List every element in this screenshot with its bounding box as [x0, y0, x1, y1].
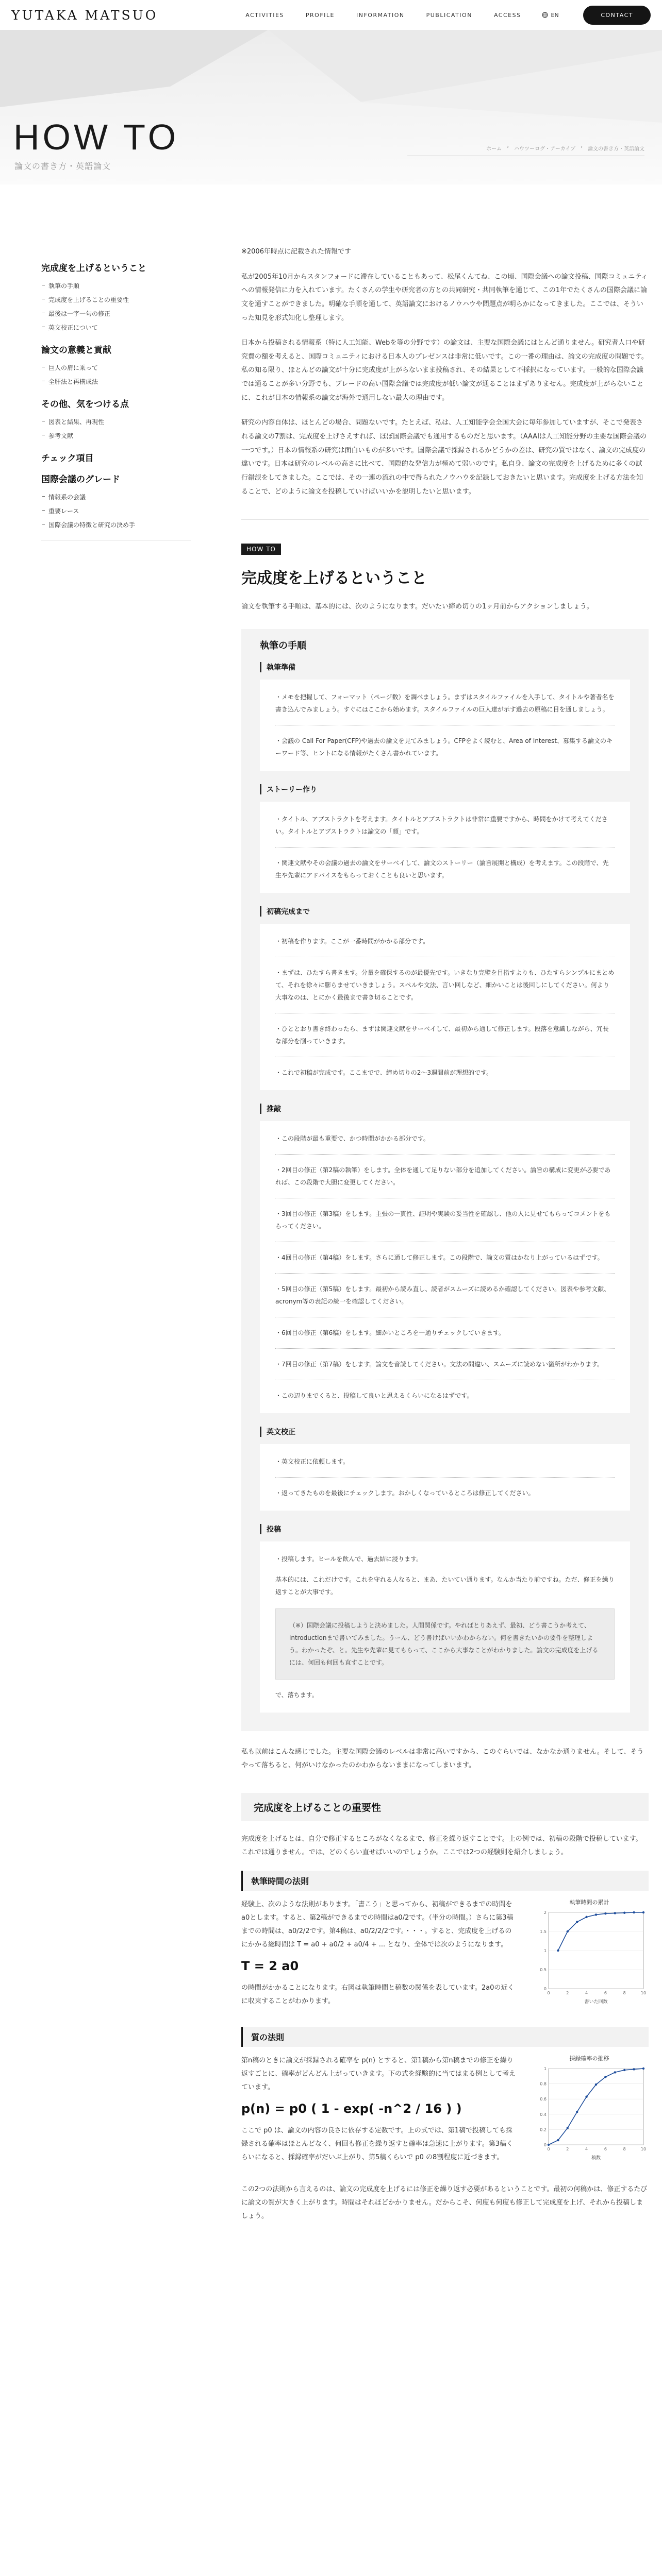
breadcrumb-archive[interactable]: ハウツーログ・アーカイブ	[514, 146, 575, 152]
toc-item[interactable]: 国際会議の特徴と研究の決め手	[41, 518, 196, 532]
section-lead: 論文を執筆する手順は、基本的には、次のようになります。だいたい締め切りの1ヶ月前からアクションしましょう。	[241, 603, 593, 611]
content-wrapper	[0, 245, 662, 2234]
chart-writing-time	[530, 1898, 649, 2015]
globe-icon	[542, 12, 548, 18]
step-content	[260, 924, 630, 1090]
step-content	[260, 680, 630, 771]
step-text: ・関連文献やその会議の過去の論文をサーベイして、論文のストーリー（論旨展開と構成）を考えます。この段階で、先生や先輩にアドバイスをもらっておくことも良いと思います。	[275, 859, 609, 879]
y-tick-label: 1	[543, 1948, 547, 1954]
toc-heading[interactable]: チェック項目	[41, 453, 94, 464]
x-tick-label: 2	[566, 2147, 569, 2152]
data-point	[567, 1930, 569, 1933]
step-text: ・5回目の修正（第5稿）をします。最初から読み直し、読者がスムーズに読めるか確認してください。図表や参考文献、acronym等の表記の統一を確認してください。	[275, 1285, 610, 1306]
toc-heading[interactable]: 完成度を上げるということ	[41, 263, 146, 274]
data-point	[567, 2127, 569, 2129]
law-paragraph: 経験上、次のような法則があります。「書こう」と思ってから、初稿ができるまでの時間をa0とします。すると、第2稿ができるまでの時間はa0/2です。（半分の時間。）さらに第3稿までの時間は、a0/2/2です。第4稿は、a0/2/2/2です。・・・。すると、完成度を上げるのにかかる総時間は T = a0 + a0/2 + a0/4 + ... となり、全体では次のようになります。	[241, 1901, 514, 1949]
step-text: ・2回目の修正（第2稿の執筆）をします。全体を通して足りない部分を追加してください。論旨の構成に変更が必要であれば、この段階で大胆に変更してください。	[275, 1166, 611, 1187]
page-subtitle: 論文の書き方・英語論文	[14, 161, 111, 171]
quote-followup: で、落ちます。	[275, 1691, 318, 1699]
language-switch[interactable]	[542, 12, 559, 19]
chart-acceptance	[530, 2054, 649, 2172]
x-tick-label: 6	[604, 2147, 607, 2152]
nav-activities[interactable]: ACTIVITIES	[245, 11, 284, 19]
date-note: ※2006年時点に記載された情報です	[241, 248, 351, 256]
y-tick-label: 0	[543, 1987, 547, 1992]
x-tick-label: 6	[604, 1991, 607, 1996]
toc-item[interactable]: 全肝法と再構成法	[41, 375, 196, 388]
y-tick-label: 0	[543, 2143, 547, 2148]
step-content	[260, 1541, 630, 1713]
importance-section	[241, 1793, 649, 2223]
section-closing	[241, 1745, 649, 1772]
step-text: ・3回目の修正（第3稿）をします。主張の一貫性、証明や実験の妥当性を確認し、他の人に見せてもらってコメントをもらってください。	[275, 1210, 611, 1230]
law-block	[241, 2054, 649, 2172]
step-text: ・初稿を作ります。ここが一番時間がかかる部分です。	[275, 938, 429, 945]
writing-steps-panel	[241, 629, 649, 1731]
quote-text: （※）国際会議に投稿しようと決めました。人間関係です。やればとりあえず、最初、どう書こうか考えて、introductionまで書いてみました。うーん、どう書けばいいかわからない。何を書きたいかの要件を整理しよう。わかったぞ、と。先生や先輩に見てもらって、ここから大事なことがわかりました。論文の完成度を上げるには、何回も何回も直すことです。	[289, 1622, 599, 1667]
breadcrumb-home[interactable]: ホーム	[486, 146, 502, 152]
dotted-divider	[275, 847, 615, 848]
step-text: ・これで初稿が完成です。ここまでで、締め切りの2〜3週間前が理想的です。	[275, 1069, 493, 1077]
x-tick-label: 4	[585, 1991, 588, 1996]
section-heading: 完成度を上げることの重要性	[241, 1793, 649, 1821]
data-point	[604, 1912, 606, 1914]
data-point	[585, 1916, 587, 1918]
section-divider	[241, 519, 649, 520]
x-tick-label: 8	[623, 1991, 626, 1996]
data-point	[557, 1950, 559, 1952]
data-point	[585, 2096, 587, 2098]
law-text	[241, 1898, 517, 2015]
intro-paragraph: 私が2005年10月からスタンフォードに滞在していることもあって、松尾くんてね、この頃、国際会議への論文投稿、国際コミュニティへの情報発信に力を入れています。たくさんの学生や研究者の方との共同研究・共同執筆を通じて、この1年でたくさんの国際会議に論文を通すことができました。明確な手順を通して、英語論文におけるノウハウや問題点が明らかになってきました。ここでは、そういった知見を形式知化し整理します。	[241, 273, 648, 322]
toc-item[interactable]: 完成度を上げることの重要性	[41, 293, 196, 307]
chart-title: 採録確率の推移	[569, 2055, 609, 2062]
article-intro	[241, 245, 649, 499]
site-logo[interactable]: YUTAKA MATSUO	[11, 7, 158, 23]
step-text: ・投稿します。ヒールを飲んで、過去結に浸ります。	[275, 1555, 423, 1563]
data-point	[595, 1913, 597, 1916]
step-text: ・この辺りまでくると、投稿して良いと思えるくらいになるはずです。	[275, 1392, 473, 1400]
table-of-contents	[41, 245, 196, 2234]
step-text: ・まずは、ひたすら書きます。分量を確保するのが最優先です。いきなり完璧を目指すよりも、ひたすらシンプルにまとめて、それを徐々に膨らませていきましょう。スペルや文法、言い回しなど、細かいことは後回しにしてください。何より大事なのは、とにかく最後まで書き切ることです。	[275, 969, 615, 1002]
x-tick-label: 4	[585, 2147, 588, 2152]
step-text: ・返ってきたものを最後にチェックします。おかしくなっているところは修正してください。	[275, 1489, 535, 1497]
language-label: EN	[551, 11, 559, 19]
dotted-divider	[275, 1348, 615, 1349]
nav-information[interactable]: INFORMATION	[356, 11, 405, 19]
step-content	[260, 802, 630, 893]
nav-publication[interactable]: PUBLICATION	[426, 11, 472, 19]
y-tick-label: 0.4	[540, 2112, 547, 2117]
toc-item[interactable]: 情報系の会議	[41, 490, 196, 504]
y-tick-label: 0.2	[540, 2127, 547, 2132]
y-tick-label: 2	[543, 1910, 547, 1916]
chart-svg	[530, 2064, 649, 2162]
step-heading: 投稿	[260, 1524, 630, 1534]
anecdote-quote	[275, 1608, 615, 1680]
breadcrumb-current: 論文の書き方・英語論文	[588, 146, 644, 152]
toc-item[interactable]: 参考文献	[41, 429, 196, 443]
closing-paragraph: 私も以前はこんな感じでした。主要な国際会議のレベルは非常に高いですから、このぐらいでは、なかなか通りません。そして、そうやって落ちると、何がいけなかったのかわからないままになってしまいます。	[241, 1748, 644, 1770]
dotted-divider	[275, 1154, 615, 1155]
step-text: ・ひととおり書き終わったら、まずは関連文献をサーベイして、最初から通して修正します。段落を意識しながら、冗長な部分を削っていきます。	[275, 1025, 609, 1045]
law-heading: 質の法則	[241, 2027, 649, 2047]
intro-paragraph: 日本から投稿される情報系（特に人工知能、Webを等の分野です）の論文は、主要な国際会議にはとんど通りません。研究者人口や研究費の額を考えると、国際コミュニティにおける日本人のプレゼンスは非常に低いです。この一番の理由は、論文の完成度の問題です。私の知る限り、ほとんどの論文が十分に完成度が上がらないまま投稿され、その結果として不採択になっています。一般的な国際会議では通ることが多い分野でも、ブレードの高い国際会議では完成度が低い論文が通ることはまずありません。完成度が上がらないことに、これが日本の情報系の論文が海外で通用しない最大の理由です。	[241, 339, 648, 402]
data-point	[633, 2069, 635, 2071]
toc-item[interactable]: 巨人の肩に乗って	[41, 361, 196, 375]
step-content	[260, 1121, 630, 1413]
y-tick-label: 0.8	[540, 2081, 547, 2087]
toc-heading[interactable]: 論文の意義と貢献	[41, 345, 111, 355]
step-heading: 執筆準備	[260, 662, 630, 672]
toc-item[interactable]: 英文校正について	[41, 320, 196, 334]
toc-section	[41, 261, 196, 334]
x-axis-label: 書いた回数	[584, 1999, 608, 2005]
page-title: HOW TO	[13, 117, 179, 157]
toc-item[interactable]: 執筆の手順	[41, 279, 196, 293]
data-point	[623, 1912, 625, 1914]
toc-section	[41, 343, 196, 388]
x-tick-label: 10	[640, 2147, 647, 2152]
x-axis-label: 稿数	[591, 2156, 601, 2161]
toc-section	[41, 451, 196, 464]
toc-heading[interactable]: 国際会議のグレード	[41, 474, 120, 485]
data-point	[642, 1911, 644, 1913]
panel-title: 執筆の手順	[260, 640, 306, 652]
section-title: 完成度を上げるということ	[241, 569, 427, 588]
y-tick-label: 0.6	[540, 2097, 547, 2102]
step-text: ・6回目の修正（第6稿）をします。細かいところを一通りチェックしていきます。	[275, 1329, 505, 1337]
y-tick-label: 1.5	[540, 1929, 547, 1935]
site-header	[0, 0, 662, 30]
step-heading: 推敲	[260, 1104, 630, 1114]
data-point	[595, 2083, 597, 2086]
step-heading: ストーリー作り	[260, 784, 630, 794]
contact-button[interactable]: CONTACT	[583, 6, 651, 25]
toc-heading[interactable]: その他、気をつける点	[41, 399, 129, 410]
dotted-divider	[275, 1477, 615, 1478]
data-point	[642, 2067, 644, 2070]
data-point	[548, 2144, 550, 2146]
main-nav	[245, 9, 521, 22]
law-paragraph: の時間がかかることになります。右図は執筆時間と稿数の関係を表しています。2a0の近くに収束することがわかります。	[241, 1984, 515, 2006]
law-paragraph: 第n稿のときに論文が採録される確率を p(n) とすると、第1稿から第n稿までの修正を繰り返すごとに、確率がどんどん上がっていきます。下の式を経験的に当てはまる例として考えています。	[241, 2057, 516, 2092]
intro-paragraph: 研究の内容自体は、ほとんどの場合、問題ないです。たとえば、私は、人工知能学会全国大会に毎年参加していますが、そこで発表される論文の7割は、完成度を上げさえすれば、ほぼ国際会議でも通用するものだと思います。（AAAIは人工知能分野の主要な国際会議の一つです。）日本の情報系の研究は面白いものが多いです。国際会議で採録されるかどうかの差は、研究の質ではなく、論文の完成度の違いです。日本は研究のレベルの高さに比べて、国際的な発信力が極めて弱いのです。私自身、論文の完成度を上げるために多くの試行錯誤をしてきました。ここでは、その一連の流れの中で得られたノウハウを記録しておきたいと思います。完成度を上げる方法を知ることで、どのように論文を投稿していけばいいかを説明したいと思います。	[241, 419, 647, 496]
x-tick-label: 0	[547, 2147, 550, 2152]
x-tick-label: 10	[640, 1991, 647, 1996]
x-tick-label: 0	[547, 1991, 550, 1996]
section-paragraph: 完成度を上げるとは、自分で修正するところがなくなるまで、修正を繰り返すことです。上の例では、初稿の段階で投稿しています。これでは通りません。では、どのくらい直せばいいのでしょうか。ここでは2つの経験則を紹介しましょう。	[241, 1835, 642, 1857]
law-formula: T = 2 a0	[241, 1959, 299, 1974]
data-point	[614, 1912, 616, 1914]
step-heading: 英文校正	[260, 1427, 630, 1437]
step-text: ・この段階が最も重要で、かつ時間がかかる部分です。	[275, 1135, 429, 1143]
plot-area	[549, 2069, 643, 2145]
section-tag: HOW TO	[241, 544, 281, 555]
breadcrumb-separator: ›	[581, 144, 583, 150]
law-heading: 執筆時間の法則	[241, 1871, 649, 1891]
step-text: ・7回目の修正（第7稿）をします。論文を音読してください。文法の間違い、スムーズに読めない箇所がわかります。	[275, 1361, 604, 1368]
breadcrumb-separator: ›	[507, 144, 509, 150]
chart-title: 執筆時間の累計	[569, 1899, 609, 1906]
data-point	[623, 2069, 625, 2071]
toc-item[interactable]: 図表と結果、再現性	[41, 415, 196, 429]
breadcrumb	[486, 144, 644, 152]
dotted-divider	[275, 1273, 615, 1274]
step-content	[260, 1444, 630, 1511]
law-text	[241, 2054, 517, 2172]
data-point	[576, 2111, 578, 2113]
nav-profile[interactable]: PROFILE	[305, 11, 335, 19]
step-text: ・会議の Call For Paper(CFP)や過去の論文を見てみましょう。CFPをよく読むと、Area of Interest、募集する論文のキーワード等、ヒントになる情報がたくさん書かれています。	[275, 737, 613, 757]
step-heading: 初稿完成まで	[260, 906, 630, 917]
law-paragraph: ここで p0 は、論文の内容の良さに依存する定数です。上の式では、第1稿で投稿しても採録される確率はほとんどなく、何回も修正を繰り返すと確率は急速に上がります。第3稿くらいになると、採録確率がだいぶ上がり、第5稿くらいで p0 の8割程度に近づきます。	[241, 2127, 513, 2162]
step-text: ・4回目の修正（第4稿）をします。さらに通して修正します。この段階で、論文の質はかなり上がっているはずです。	[275, 1254, 604, 1262]
step-text: ・タイトル、アブストラクトを考えます。タイトルとアブストラクトは非常に重要ですから、時間をかけて考えてください。タイトルとアブストラクトは論文の「顔」です。	[275, 816, 608, 836]
y-tick-label: 1	[543, 2066, 547, 2072]
toc-item[interactable]: 最後は一字一句の修正	[41, 307, 196, 320]
law-block	[241, 1898, 649, 2015]
law-formula: p(n) = p0 ( 1 - exp( -n^2 / 16 ) )	[241, 2102, 462, 2116]
x-tick-label: 8	[623, 2147, 626, 2152]
data-point	[557, 2139, 559, 2141]
article-body	[241, 245, 649, 2234]
data-point	[576, 1921, 578, 1923]
nav-access[interactable]: ACCESS	[493, 11, 521, 19]
step-summary: 基本的には、これだけです。これを守れる人なると、まあ、たいてい通ります。なんか当たり前ですね。ただ、修正を繰り返すことが大事です。	[275, 1576, 615, 1596]
step-text: ・メモを把握して、フォーマット（ページ数）を調べましょう。まずはスタイルファイルを入手して、タイトルや著者名を書き込んでみましょう。すぐにはここから始めます。スタイルファイルの巨人達が示す過去の原稿に目を通しましょう。	[275, 693, 615, 714]
y-tick-label: 0.5	[540, 1968, 547, 1973]
chart-svg	[530, 1908, 649, 2006]
data-point	[633, 1911, 635, 1913]
toc-section	[41, 397, 196, 443]
step-text: ・英文校正に依頼します。	[275, 1458, 350, 1466]
data-point	[604, 2076, 606, 2078]
section-paragraph: この2つの法則から言えるのは、論文の完成度を上げるには修正を繰り返す必要があるということです。最初の何稿かは、修正するたびに論文の質が大きく上がります。時間はそれほどかかりません。だからこそ、何度も何度も修正して完成度を上げ、それから投稿しましょう。	[241, 2185, 648, 2221]
toc-section	[41, 472, 196, 532]
data-point	[614, 2071, 616, 2073]
x-tick-label: 2	[566, 1991, 569, 1996]
page-hero	[0, 30, 662, 184]
toc-item[interactable]: 重要レース	[41, 504, 196, 518]
